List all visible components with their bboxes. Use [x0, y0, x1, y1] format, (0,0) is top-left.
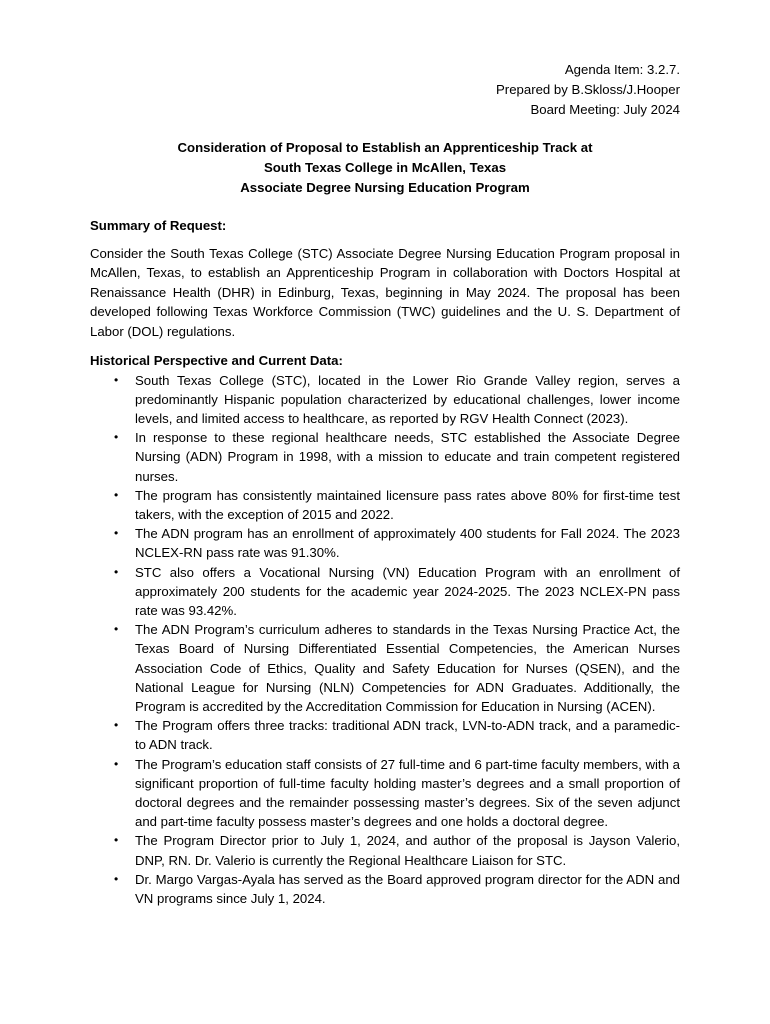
bullet-icon: •: [114, 564, 119, 579]
list-item-text: In response to these regional healthcare needs, STC established the Associate Degree Nursing (ADN) Program in 1998, with a mission to educate and train competent registered nurses.: [135, 430, 680, 484]
title-line-2: South Texas College in McAllen, Texas: [263, 160, 507, 175]
list-item-text: The ADN Program’s curriculum adheres to standards in the Texas Nursing Practice Act, the Texas Board of Nursing Differentiated Essential Competencies, the American Nurses Association Code of Ethics, Quality and Safety Education for Nurses (QSEN), and the National League for Nursing (NLN) Competencies for ADN Graduates. Additionally, the Program is accredited by the Accreditation Commission for Education in Nursing (ACEN).: [135, 622, 680, 714]
board-meeting-date: Board Meeting: July 2024: [530, 102, 680, 117]
list-item-text: STC also offers a Vocational Nursing (VN) Education Program with an enrollment of approximately 200 students for the academic year 2024-2025. The 2023 NCLEX-PN pass rate was 93.42%.: [135, 564, 680, 618]
bullet-icon: •: [114, 871, 119, 886]
document-title: [90, 138, 680, 198]
summary-heading: Summary of Request:: [90, 218, 227, 233]
list-item: [90, 371, 680, 429]
list-item-text: The ADN program has an enrollment of approximately 400 students for Fall 2024. The 2023 NCLEX-RN pass rate was 91.30%.: [135, 526, 680, 561]
list-item-text: South Texas College (STC), located in the Lower Rio Grande Valley region, serves a predominantly Hispanic population characterized by educational challenges, lower income levels, and limited access to healthcare, as reported by RGV Health Connect (2023).: [135, 372, 680, 426]
title-line-1: Consideration of Proposal to Establish an Apprenticeship Track at: [177, 140, 593, 155]
bullet-icon: •: [114, 622, 119, 637]
list-item: [90, 716, 680, 754]
list-item: [90, 620, 680, 716]
prepared-by: Prepared by B.Skloss/J.Hooper: [496, 82, 680, 97]
list-item-text: Dr. Margo Vargas-Ayala has served as the Board approved program director for the ADN and VN programs since July 1, 2024.: [135, 871, 680, 906]
list-item: [90, 831, 680, 869]
agenda-item: Agenda Item: 3.2.7.: [564, 62, 680, 77]
bullet-icon: •: [114, 833, 119, 848]
list-item-text: The program has consistently maintained licensure pass rates above 80% for first-time test takers, with the exception of 2015 and 2022.: [135, 487, 680, 522]
list-item: [90, 524, 680, 562]
document-header: [90, 60, 680, 120]
bullet-icon: •: [114, 430, 119, 445]
historical-bullet-list: [90, 371, 680, 909]
list-item: [90, 755, 680, 832]
title-line-3: Associate Degree Nursing Education Program: [240, 180, 530, 195]
bullet-icon: •: [114, 372, 119, 387]
historical-heading: Historical Perspective and Current Data:: [90, 353, 343, 368]
list-item: [90, 428, 680, 486]
list-item-text: The Program Director prior to July 1, 2024, and author of the proposal is Jayson Valerio, DNP, RN. Dr. Valerio is currently the Regional Healthcare Liaison for STC.: [135, 833, 680, 868]
summary-paragraph: Consider the South Texas College (STC) Associate Degree Nursing Education Program proposal in McAllen, Texas, to establish an Apprenticeship Program in collaboration with Doctors Hospital at Renaissance Health (DHR) in Edinburg, Texas, beginning in May 2024. The proposal has been developed following Texas Workforce Commission (TWC) guidelines and the U. S. Department of Labor (DOL) regulations.: [90, 245, 680, 339]
list-item-text: The Program’s education staff consists of 27 full-time and 6 part-time faculty members, with a significant proportion of full-time faculty holding master’s degrees and a small proportion of doctoral degrees and the remainder possessing master’s degrees. Six of the seven adjunct and part-time faculty possess master’s degrees and one holds a doctoral degree.: [135, 756, 680, 830]
list-item-text: The Program offers three tracks: traditional ADN track, LVN-to-ADN track, and a paramedic-to ADN track.: [135, 718, 680, 753]
list-item: [90, 486, 680, 524]
bullet-icon: •: [114, 487, 119, 502]
document-page: [90, 60, 680, 908]
list-item: [90, 563, 680, 621]
bullet-icon: •: [114, 756, 119, 771]
list-item: [90, 870, 680, 908]
bullet-icon: •: [114, 526, 119, 541]
bullet-icon: •: [114, 718, 119, 733]
